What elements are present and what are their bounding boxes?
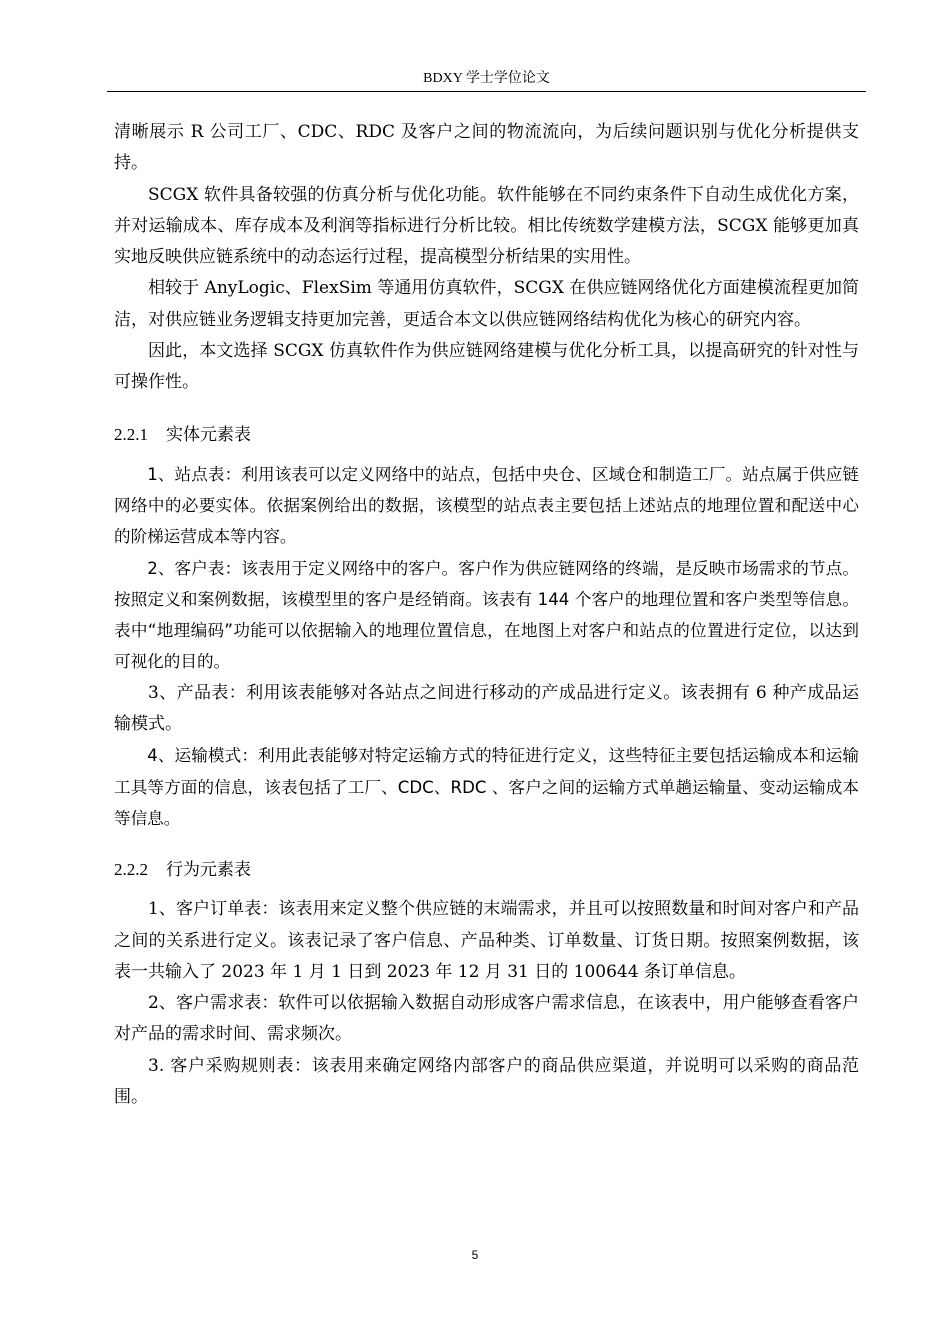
paragraph: SCGX 软件具备较强的仿真分析与优化功能。软件能够在不同约束条件下自动生成优化方案，并对运输成本、库存成本及利润等指标进行分析比较。相比传统数学建模方法，SCGX 能够更加真实地反映供应链系统中的动态运行过程，提高模型分析结果的实用性。 xyxy=(114,184,859,268)
paragraph: 清晰展示 R 公司工厂、CDC、RDC 及客户之间的物流流向，为后续问题识别与优化分析提供支持。 xyxy=(114,122,859,174)
section-title: 实体元素表 xyxy=(166,424,251,445)
section-number: 2.2.1 xyxy=(114,424,148,444)
paragraph: 3、产品表：利用该表能够对各站点之间进行移动的产成品进行定义。该表拥有 6 种产成品运输模式。 xyxy=(114,682,859,735)
paragraph: 3. 客户采购规则表：该表用来确定网络内部客户的商品供应渠道，并说明可以采购的商品范围。 xyxy=(114,1055,859,1108)
paragraph: 1、站点表：利用该表可以定义网络中的站点，包括中央仓、区域仓和制造工厂。站点属于供应链网络中的必要实体。依据案例给出的数据，该模型的站点表主要包括上述站点的地理位置和配送中心的阶梯运营成本等内容。 xyxy=(114,464,859,547)
page-body xyxy=(114,117,859,1113)
paragraph: 2、客户需求表：软件可以依据输入数据自动形成客户需求信息，在该表中，用户能够查看客户对产品的需求时间、需求频次。 xyxy=(114,993,859,1045)
paragraph: 1、客户订单表：该表用来定义整个供应链的末端需求，并且可以按照数量和时间对客户和产品之间的关系进行定义。该表记录了客户信息、产品种类、订单数量、订货日期。按照案例数据，该表一共输入了 2023 年 1 月 1 日到 2023 年 12 月 31 日的 100644 条订单信息。 xyxy=(114,899,859,982)
paragraph: 相较于 AnyLogic、FlexSim 等通用仿真软件，SCGX 在供应链网络优化方面建模流程更加简洁，对供应链业务逻辑支持更加完善，更适合本文以供应链网络结构优化为核心的研究内容。 xyxy=(114,278,859,330)
paragraph: 2、客户表：该表用于定义网络中的客户。客户作为供应链网络的终端，是反映市场需求的节点。按照定义和案例数据，该模型里的客户是经销商。该表有 144 个客户的地理位置和客户类型等信息。表中“地理编码”功能可以依据输入的地理位置信息，在地图上对客户和站点的位置进行定位，以达到可视化的目的。 xyxy=(114,558,859,672)
section-title: 行为元素表 xyxy=(166,860,251,881)
paragraph: 因此，本文选择 SCGX 仿真软件作为供应链网络建模与优化分析工具，以提高研究的针对性与可操作性。 xyxy=(114,341,859,393)
section-number: 2.2.2 xyxy=(114,860,148,880)
running-header: BDXY 学士学位论文 xyxy=(423,71,550,86)
page-number: 5 xyxy=(471,1248,479,1262)
paragraph: 4、运输模式：利用此表能够对特定运输方式的特征进行定义，这些特征主要包括运输成本和运输工具等方面的信息，该表包括了工厂、CDC、RDC 、客户之间的运输方式单趟运输量、变动运输成本等信息。 xyxy=(114,746,859,828)
header-rule xyxy=(107,91,866,92)
section-heading-2-2-1 xyxy=(114,421,859,449)
section-heading-2-2-2 xyxy=(114,856,859,884)
